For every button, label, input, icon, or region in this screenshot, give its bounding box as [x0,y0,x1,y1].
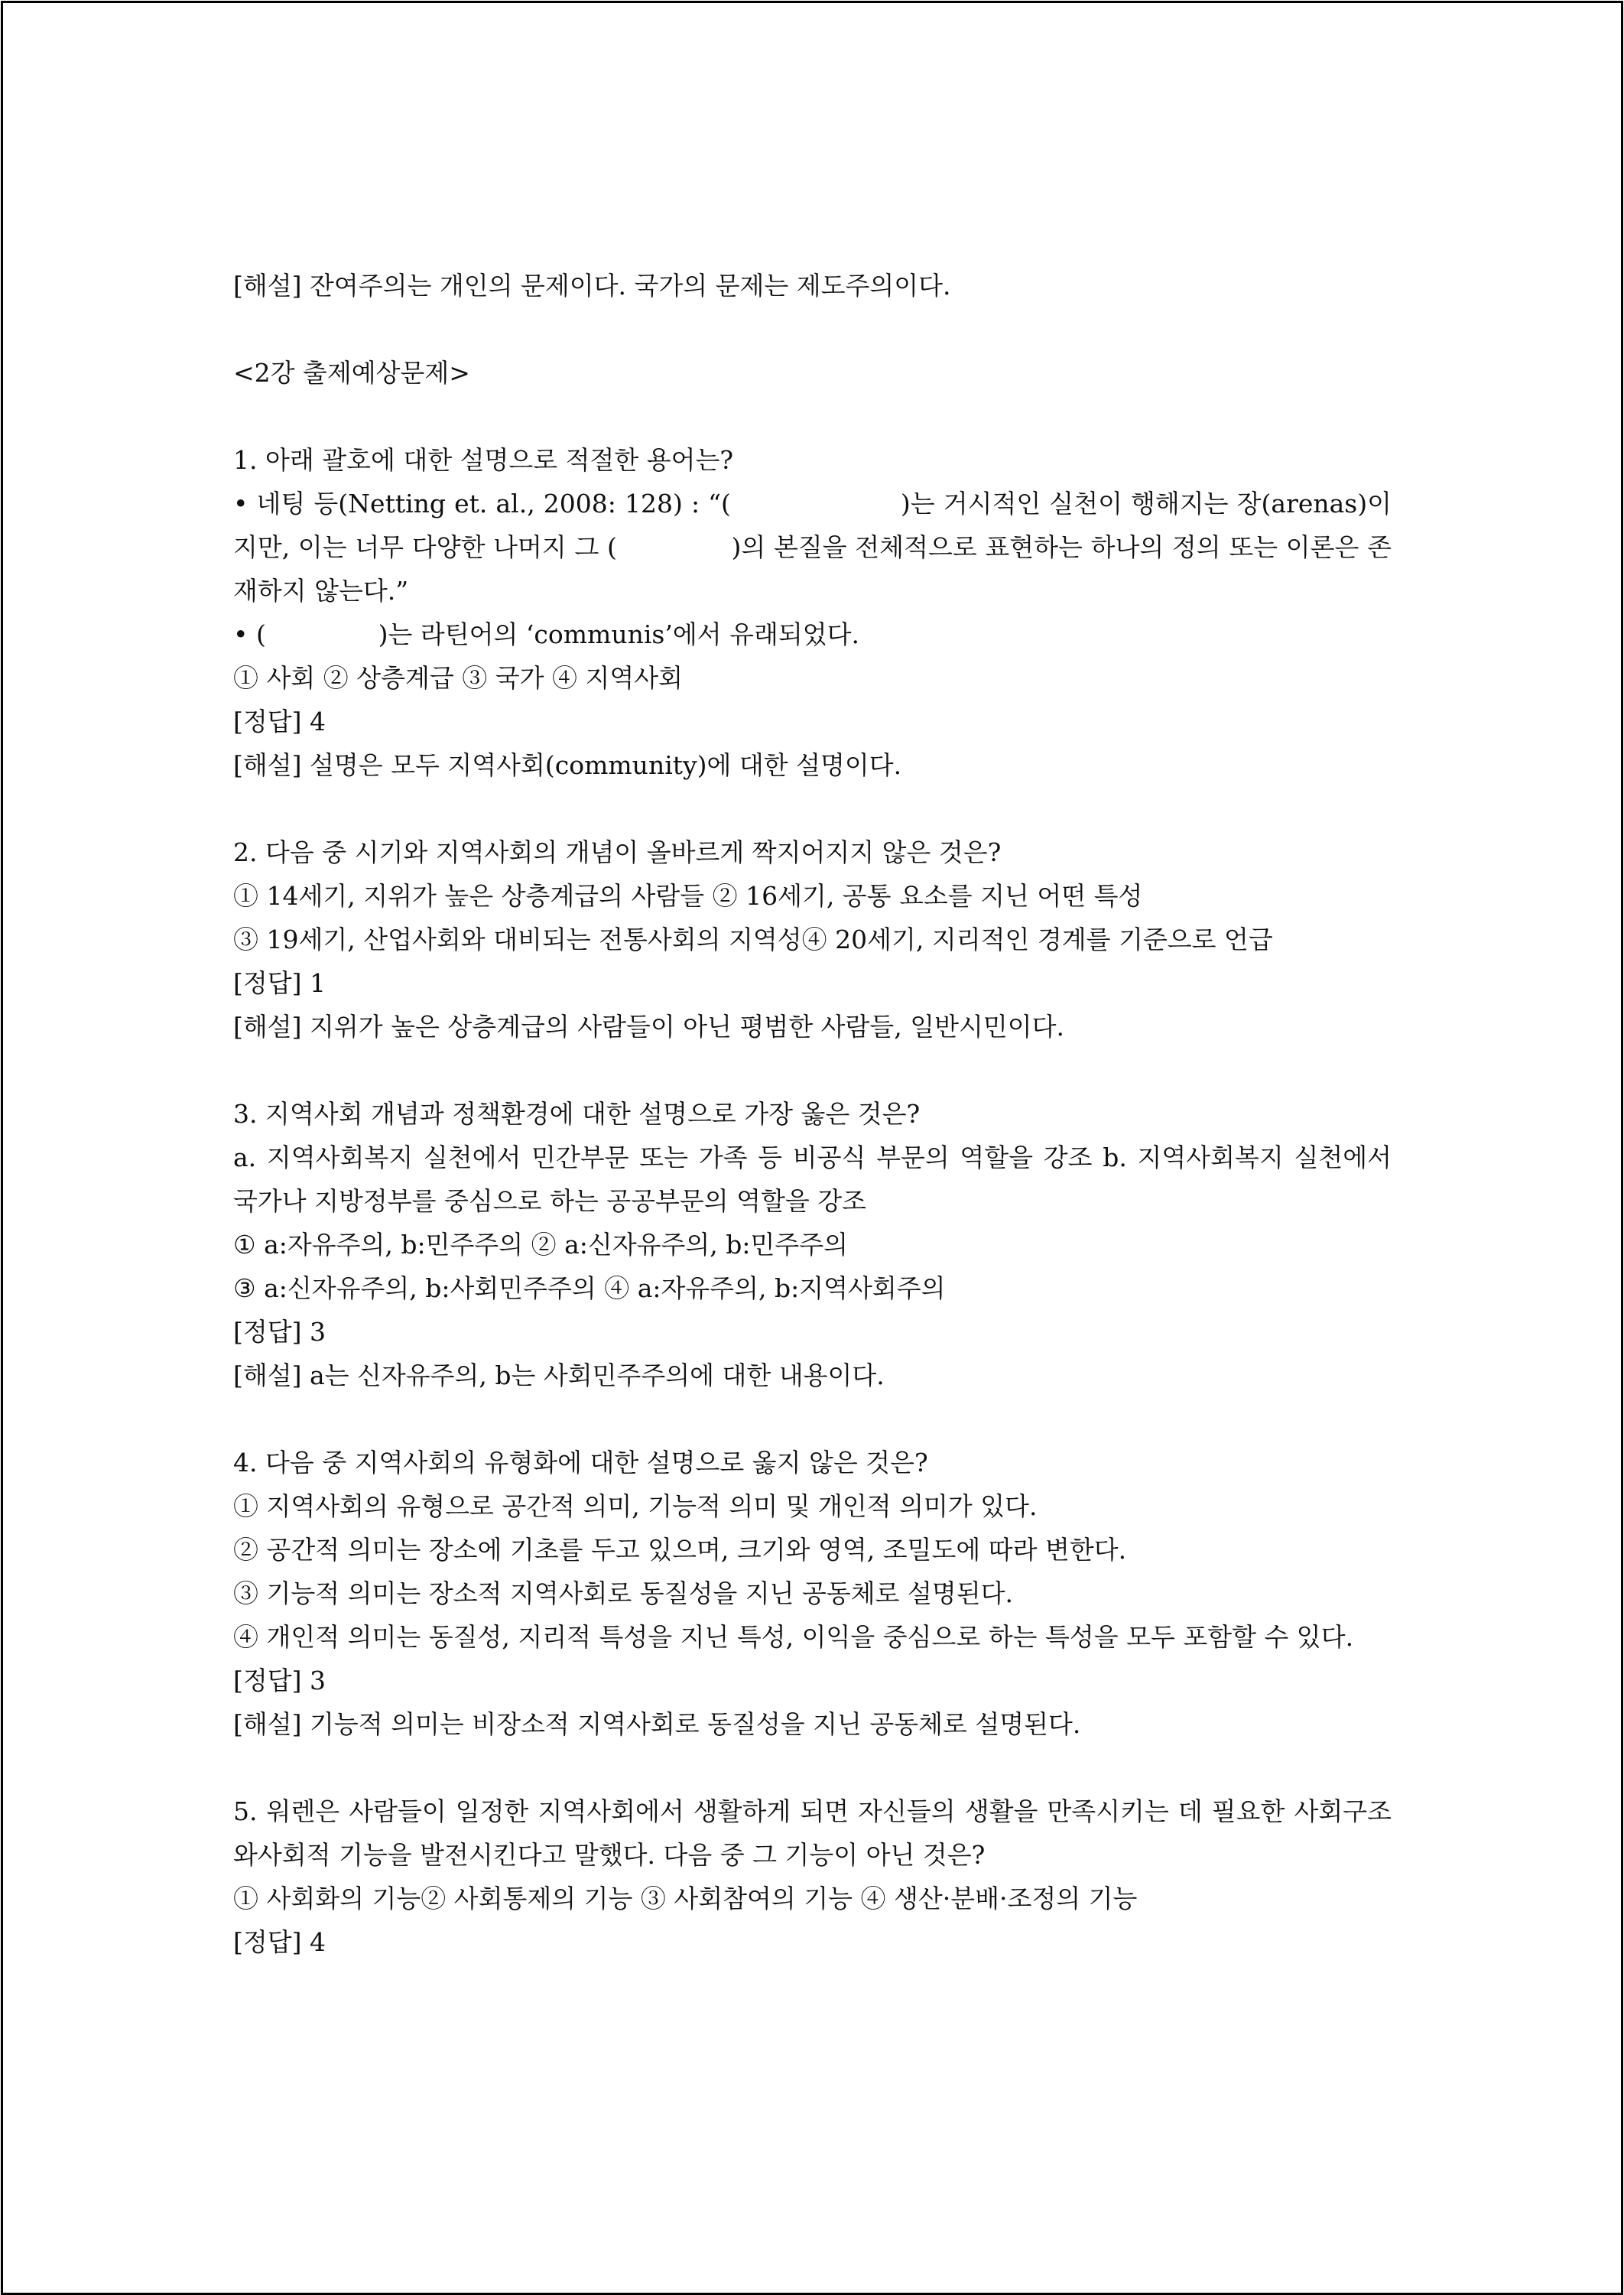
blank-line [233,395,1392,438]
blank-line [233,1397,1392,1441]
question-stem: 1. 아래 괄호에 대한 설명으로 적절한 용어는? [233,445,734,475]
question-text: • 네팅 등(Netting et. al., 2008: 128) : “( )는 거시적인 실천이 행해지는 장(arenas)이지만, 이는 너무 다양한 나머지 그 ( )의 본질을 전체적으로 표현하는 하나의 정의 또는 이론은 존재하지 않는다.” [233,489,1392,606]
blank-line [233,787,1392,831]
answer-explanation: [해설] 지위가 높은 상층계급의 사람들이 아닌 평범한 사람들, 일반시민이다. [233,1012,1064,1042]
answer-option: ① 지역사회의 유형으로 공간적 의미, 기능적 의미 및 개인적 의미가 있다. [233,1491,1038,1521]
question-text: • ( )는 라틴어의 ‘communis’에서 유래되었다. [233,619,859,649]
question-block [233,1092,1400,1397]
blank-line [233,1048,1392,1092]
question-stem: 3. 지역사회 개념과 정책환경에 대한 설명으로 가장 옳은 것은? [233,1099,921,1129]
answer-option: ② 공간적 의미는 장소에 기초를 두고 있으며, 크기와 영역, 조밀도에 따라 변한다. [233,1535,1127,1565]
blank-line [233,307,1392,351]
question-block [233,438,1392,787]
answer-options: ① 사회 ② 상층계급 ③ 국가 ④ 지역사회 [233,663,683,693]
answer-key: [정답] 3 [233,1666,326,1695]
intro-explanation: [해설] 잔여주의는 개인의 문제이다. 국가의 문제는 제도주의이다. [233,271,951,301]
section-title: <2강 출제예상문제> [233,358,470,388]
answer-explanation: [해설] 기능적 의미는 비장소적 지역사회로 동질성을 지닌 공동체로 설명된다. [233,1709,1081,1739]
answer-options: ① 14세기, 지위가 높은 상층계급의 사람들 ② 16세기, 공통 요소를 지닌 어떤 특성 [233,881,1143,911]
question-stem: 2. 다음 중 시기와 지역사회의 개념이 올바르게 짝지어지지 않은 것은? [233,837,1002,867]
question-text: a. 지역사회복지 실천에서 민간부문 또는 가족 등 비공식 부문의 역할을 강조 b. 지역사회복지 실천에서 국가나 지방정부를 중심으로 하는 공공부문의 역할을 강조 [233,1143,1400,1216]
answer-options: ① a:자유주의, b:민주주의 ② a:신자유주의, b:민주주의 [233,1230,849,1260]
answer-key: [정답] 4 [233,707,326,736]
answer-option: ③ 기능적 의미는 장소적 지역사회로 동질성을 지닌 공동체로 설명된다. [233,1578,1013,1608]
answer-explanation: [해설] a는 신자유주의, b는 사회민주주의에 대한 내용이다. [233,1360,885,1390]
answer-key: [정답] 4 [233,1927,326,1957]
answer-options: ③ 19세기, 산업사회와 대비되는 전통사회의 지역성④ 20세기, 지리적인 경계를 기준으로 언급 [233,925,1273,954]
blank-line [233,1746,1392,1790]
answer-option: ④ 개인적 의미는 동질성, 지리적 특성을 지닌 특성, 이익을 중심으로 하는 특성을 모두 포함할 수 있다. [233,1622,1354,1652]
answer-options: ③ a:신자유주의, b:사회민주주의 ④ a:자유주의, b:지역사회주의 [233,1273,946,1303]
document-body [233,264,1400,1964]
answer-key: [정답] 3 [233,1317,326,1347]
question-stem: 5. 워렌은 사람들이 일정한 지역사회에서 생활하게 되면 자신들의 생활을 만족시키는 데 필요한 사회구조와사회적 기능을 발전시킨다고 말했다. 다음 중 그 기능이 아닌 것은? [233,1796,1392,1870]
answer-explanation: [해설] 설명은 모두 지역사회(community)에 대한 설명이다. [233,750,902,780]
question-block [233,1790,1392,1964]
question-block [233,1441,1392,1746]
answer-options: ① 사회화의 기능② 사회통제의 기능 ③ 사회참여의 기능 ④ 생산·분배·조정의 기능 [233,1884,1138,1913]
question-block [233,831,1392,1048]
answer-key: [정답] 1 [233,968,326,998]
question-stem: 4. 다음 중 지역사회의 유형화에 대한 설명으로 옳지 않은 것은? [233,1448,928,1477]
